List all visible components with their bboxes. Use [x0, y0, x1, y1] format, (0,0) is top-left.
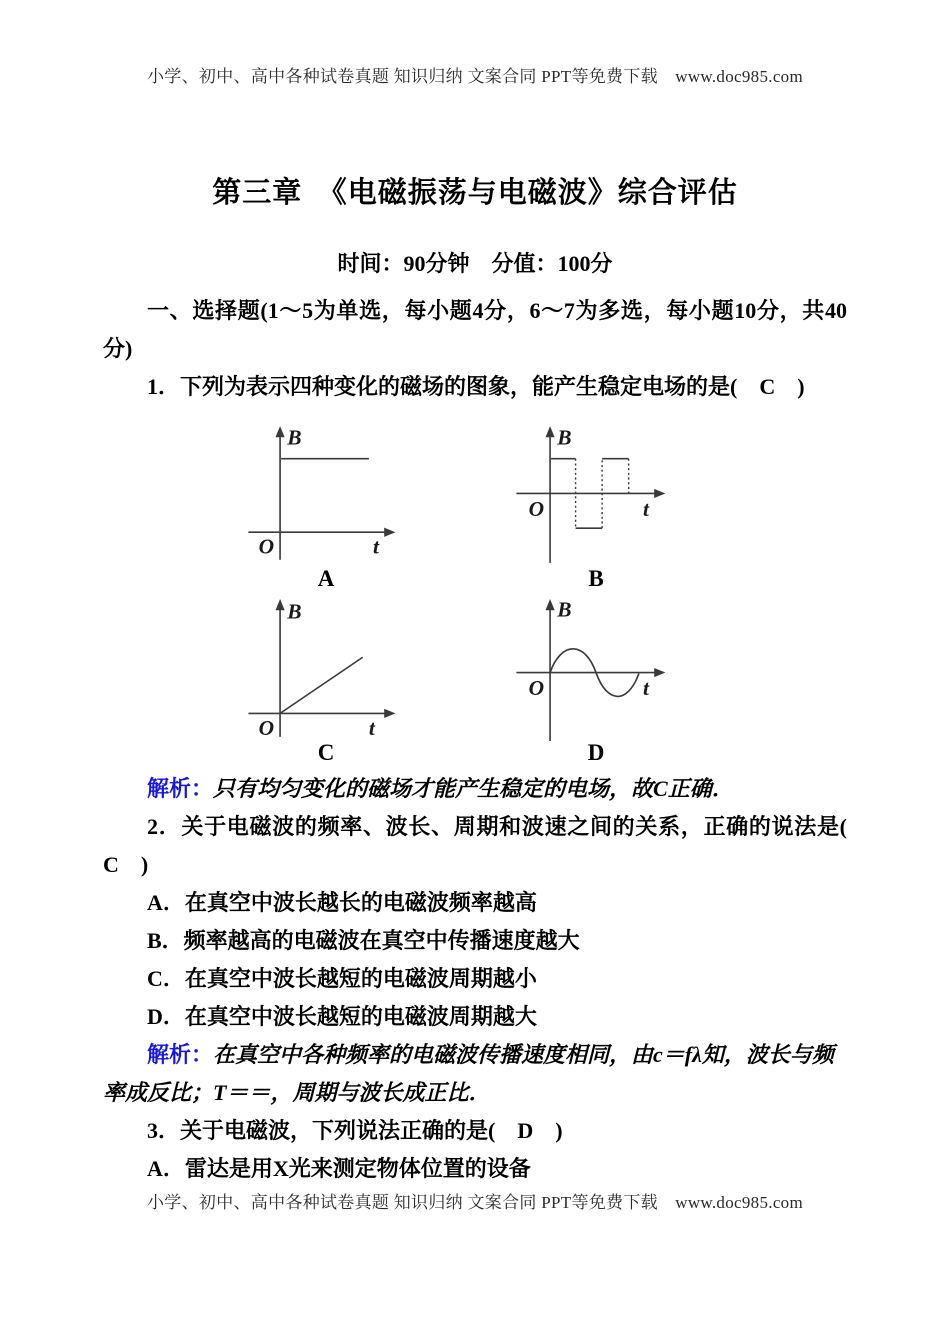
section-heading: 一、选择题(1～5为单选，每小题4分，6～7为多选，每小题10分，共40分): [103, 298, 847, 361]
x-axis-label: t: [372, 534, 379, 559]
document-body: [103, 172, 870, 1188]
question-2-stem: 2．关于电磁波的频率、波长、周期和波速之间的关系，正确的说法是( C ): [103, 814, 870, 877]
x-axis-label: t: [368, 715, 375, 740]
graph-square-wave: [501, 422, 691, 570]
question-1-stem: 1．下列为表示四种变化的磁场的图象，能产生稳定电场的是( C ): [147, 374, 805, 399]
y-axis-arrow-icon: [275, 599, 284, 610]
x-axis-arrow-icon: [654, 668, 665, 677]
exam-meta-line: 时间：90分钟 分值：100分: [337, 251, 613, 276]
analysis-label: 解析：: [147, 1042, 214, 1067]
question-1-analysis: [103, 770, 847, 808]
analysis-text: 只有均匀变化的磁场才能产生稳定的电场，故C正确．: [213, 776, 734, 801]
origin-label: O: [528, 496, 545, 521]
figure-c-caption: C: [317, 740, 335, 765]
page-header: [0, 62, 950, 87]
question-2-option-c: C．在真空中波长越短的电磁波周期越小: [147, 966, 537, 991]
y-axis-label: B: [287, 425, 302, 450]
figure-c: [231, 596, 501, 766]
figure-a-caption: A: [317, 566, 335, 591]
question-2-option-d: D．在真空中波长越短的电磁波周期越大: [147, 1004, 537, 1029]
question-2-analysis: [103, 1036, 847, 1112]
header-text: 小学、初中、高中各种试卷真题 知识归纳 文案合同 PPT等免费下载 www.doc985.com: [147, 67, 803, 86]
page-footer: [0, 1188, 950, 1213]
figure-d-caption: D: [587, 740, 605, 765]
y-axis-label: B: [287, 599, 302, 624]
question-2-option-a: A．在真空中波长越长的电磁波频率越高: [147, 890, 537, 915]
x-axis-arrow-icon: [384, 709, 395, 718]
x-axis-arrow-icon: [384, 528, 395, 537]
graph-constant-field: [231, 422, 421, 570]
y-axis-arrow-icon: [275, 426, 284, 437]
analysis-label: 解析：: [147, 776, 214, 801]
origin-label: O: [528, 676, 545, 701]
x-axis-label: t: [642, 496, 649, 521]
y-axis-arrow-icon: [545, 599, 554, 610]
y-axis-arrow-icon: [545, 426, 554, 437]
analysis-text: 在真空中各种频率的电磁波传播速度相同，由c＝fλ知，波长与频率成反比；T＝＝，周期与波长成正比．: [103, 1042, 834, 1105]
graph-linear-increase: [231, 596, 421, 744]
page-title: 第三章 《电磁振荡与电磁波》综合评估: [212, 177, 738, 209]
question-3-option-a: A．雷达是用X光来测定物体位置的设备: [147, 1156, 531, 1181]
question-3-stem: 3．关于电磁波，下列说法正确的是( D ): [147, 1118, 563, 1143]
y-axis-label: B: [557, 597, 572, 622]
question-1-figure-grid: [231, 422, 771, 766]
graph-sinusoid: [501, 596, 691, 744]
footer-text: 小学、初中、高中各种试卷真题 知识归纳 文案合同 PPT等免费下载 www.doc985.com: [147, 1193, 803, 1212]
origin-label: O: [258, 715, 275, 740]
figure-b: [501, 422, 771, 592]
x-axis-arrow-icon: [654, 489, 665, 498]
figure-a: [231, 422, 501, 592]
question-2-option-b: B．频率越高的电磁波在真空中传播速度越大: [147, 928, 580, 953]
figure-d: [501, 596, 771, 766]
figure-b-caption: B: [588, 566, 604, 591]
y-axis-label: B: [557, 425, 572, 450]
origin-label: O: [258, 534, 275, 559]
x-axis-label: t: [642, 676, 649, 701]
